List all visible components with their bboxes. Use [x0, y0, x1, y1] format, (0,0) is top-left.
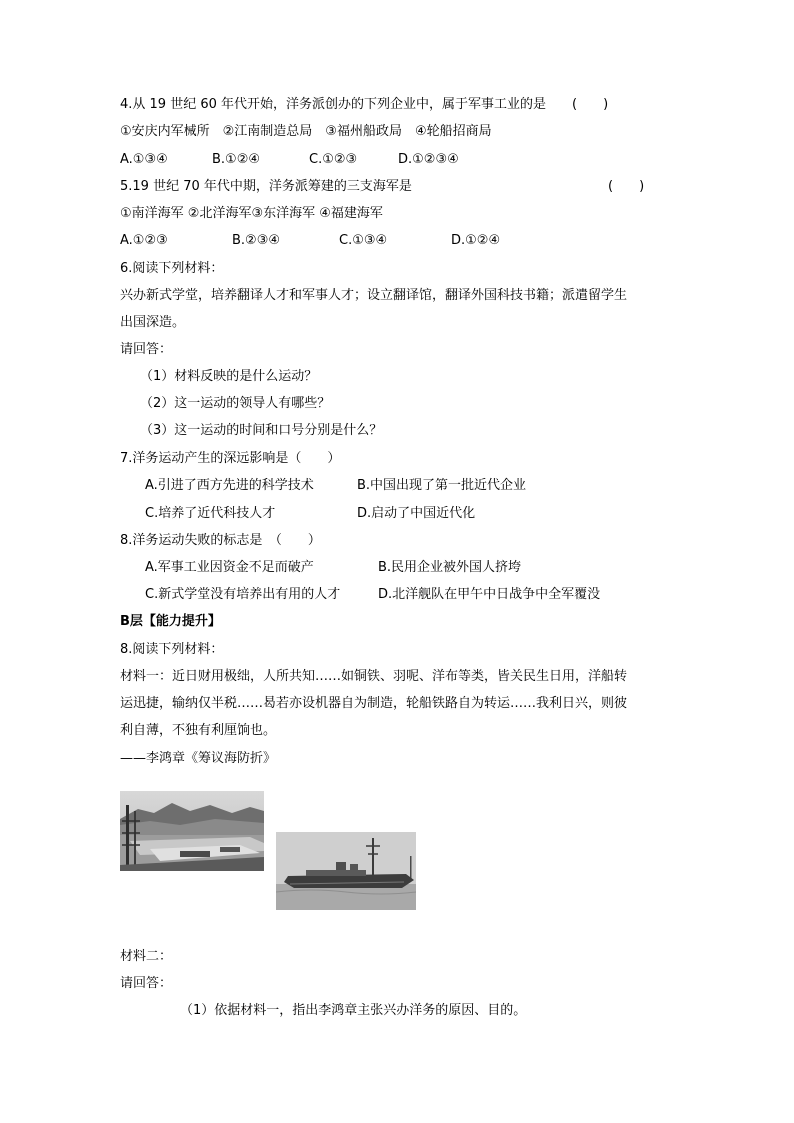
q6-material-line1: 兴办新式学堂，培养翻译人才和军事人才；设立翻译馆，翻译外国科技书籍；派遣留学生	[120, 288, 628, 303]
q6-sub-2: （2）这一运动的领导人有哪些？	[140, 396, 331, 411]
q8b-prompt: 请回答：	[120, 976, 173, 991]
q6-sub-3: （3）这一运动的时间和口号分别是什么？	[140, 423, 383, 438]
q5-option-a: A.①②③	[120, 233, 168, 248]
q5-stem: 5.19 世纪 70 年代中期，洋务派筹建的三支海军是	[120, 179, 412, 194]
q8b-material1-line1: 材料一：近日财用极绌，人所共知……如铜铁、羽呢、洋布等类，皆关民生日用，洋船转	[120, 669, 628, 684]
q5-items: ①南洋海军 ②北洋海军③东洋海军 ④福建海军	[120, 206, 383, 221]
q8b-material1-line3: 利自薄，不独有利厘饷也。	[120, 723, 277, 738]
q6-material-line2: 出国深造。	[120, 315, 186, 330]
q7-option-c: C.培养了近代科技人才	[145, 506, 276, 521]
dockyard-photo	[120, 791, 264, 871]
warship-photo	[276, 832, 416, 910]
q8b-material2: 材料二：	[120, 949, 173, 964]
q6-sub-1: （1）材料反映的是什么运动？	[140, 369, 318, 384]
q5-option-c: C.①③④	[339, 233, 388, 248]
q8b-sub-1: （1）依据材料一，指出李鸿章主张兴办洋务的原因、目的。	[180, 1003, 527, 1018]
q8b-stem: 8.阅读下列材料：	[120, 642, 224, 657]
q7-option-d: D.启动了中国近代化	[357, 506, 476, 521]
q5-option-d: D.①②④	[451, 233, 501, 248]
q6-prompt: 请回答：	[120, 342, 173, 357]
q4-option-c: C.①②③	[309, 152, 358, 167]
q4-option-b: B.①②④	[212, 152, 261, 167]
q4-option-d: D.①②③④	[398, 152, 459, 167]
q8-option-a: A.军事工业因资金不足而破产	[145, 560, 314, 575]
q8b-material1-line2: 运迅捷，输纳仅半税……曷若亦设机器自为制造，轮船铁路自为转运……我利日兴，则彼	[120, 696, 628, 711]
q4-stem: 4.从 19 世纪 60 年代开始，洋务派创办的下列企业中，属于军事工业的是 ( )	[120, 97, 609, 112]
q8b-source: ——李鸿章《筹议海防折》	[120, 751, 277, 766]
q5-option-b: B.②③④	[232, 233, 281, 248]
q8-option-d: D.北洋舰队在甲午中日战争中全军覆没	[378, 587, 601, 602]
q8-option-c: C.新式学堂没有培养出有用的人才	[145, 587, 341, 602]
q7-option-a: A.引进了西方先进的科学技术	[145, 478, 314, 493]
q4-option-a: A.①③④	[120, 152, 168, 167]
q7-option-b: B.中国出现了第一批近代企业	[357, 478, 527, 493]
q5-paren: ( )	[608, 179, 645, 194]
q4-items: ①安庆内军械所 ②江南制造总局 ③福州船政局 ④轮船招商局	[120, 124, 492, 139]
q8-option-b: B.民用企业被外国人挤垮	[378, 560, 522, 575]
q6-stem: 6.阅读下列材料：	[120, 261, 224, 276]
section-b-heading: B层【能力提升】	[120, 614, 221, 629]
q8-stem: 8.洋务运动失败的标志是 （ ）	[120, 533, 321, 548]
q7-stem: 7.洋务运动产生的深远影响是（ ）	[120, 451, 341, 466]
